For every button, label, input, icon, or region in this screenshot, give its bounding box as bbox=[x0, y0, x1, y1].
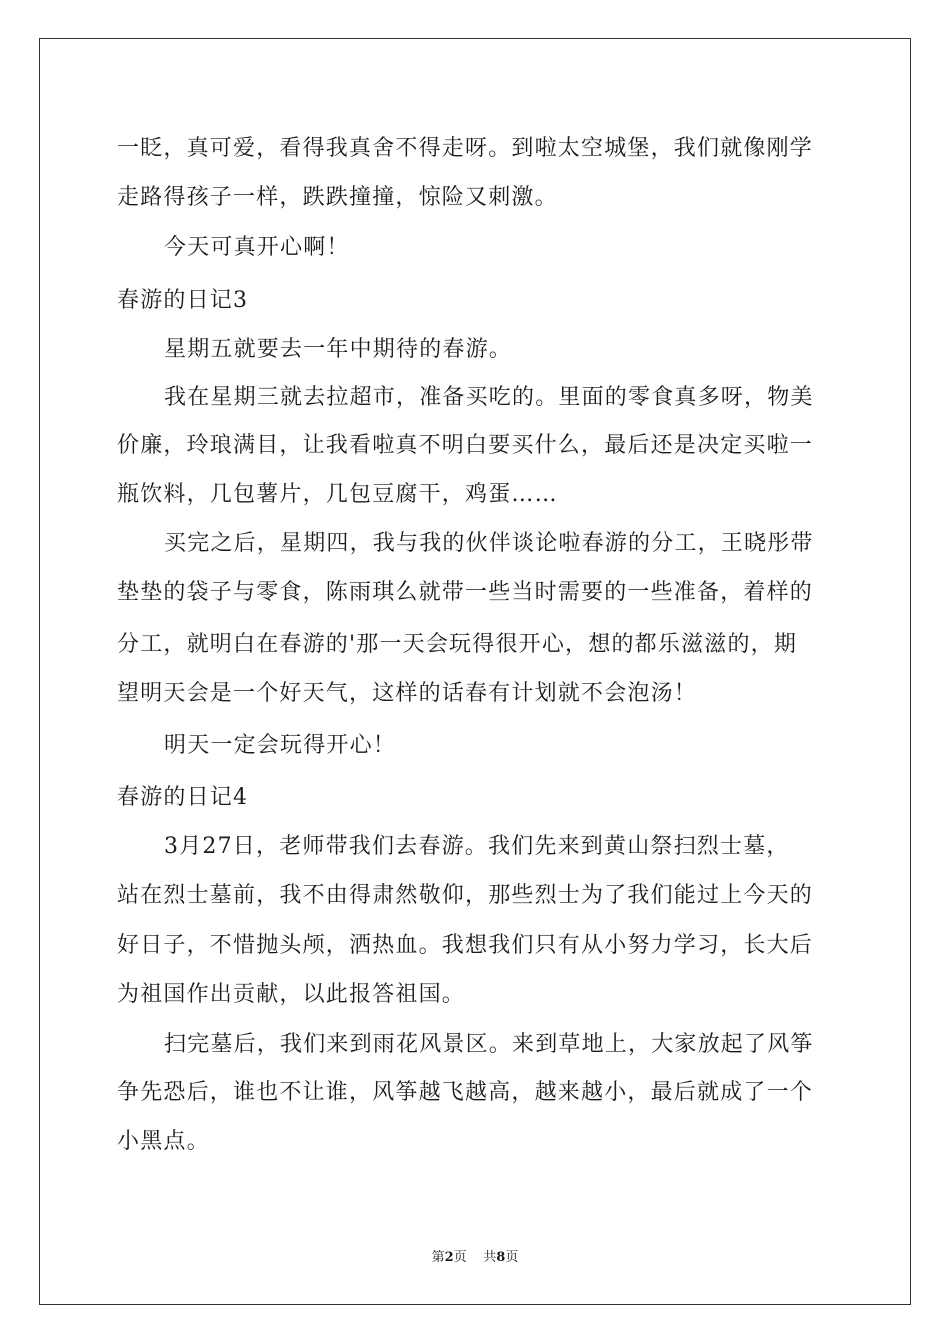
text-line: 垫垫的袋子与零食，陈雨琪么就带一些当时需要的一些准备，着样的 bbox=[117, 580, 814, 605]
footer-total-prefix: 共 bbox=[483, 1250, 497, 1265]
footer-page-suffix: 页 bbox=[453, 1250, 467, 1265]
text-line: 小黑点。 bbox=[117, 1129, 210, 1154]
footer-prefix: 第 bbox=[431, 1250, 445, 1265]
text-line: 望明天会是一个好天气，这样的话春有计划就不会泡汤！ bbox=[117, 681, 698, 706]
text-line: 扫完墓后，我们来到雨花风景区。来到草地上，大家放起了风筝 bbox=[164, 1032, 814, 1057]
text-line: 分工，就明白在春游的'那一天会玩得很开心，想的都乐滋滋的，期 bbox=[117, 632, 798, 657]
total-page-count: 8 bbox=[496, 1250, 506, 1265]
text-line: 一眨，真可爱，看得我真舍不得走呀。到啦太空城堡，我们就像刚学 bbox=[117, 136, 814, 161]
page-footer bbox=[0, 1246, 950, 1265]
text-line: 价廉，玲琅满目，让我看啦真不明白要买什么，最后还是决定买啦一 bbox=[117, 433, 814, 458]
current-page-number: 2 bbox=[444, 1250, 454, 1265]
text-line: 争先恐后，谁也不让谁，风筝越飞越高，越来越小，最后就成了一个 bbox=[117, 1080, 814, 1105]
section-heading: 春游的日记4 bbox=[117, 785, 249, 810]
text-line: 明天一定会玩得开心！ bbox=[164, 733, 397, 758]
text-line: 买完之后，星期四，我与我的伙伴谈论啦春游的分工，王晓彤带 bbox=[164, 531, 814, 556]
text-line: 瓶饮料，几包薯片，几包豆腐干，鸡蛋…… bbox=[117, 482, 558, 507]
text-line: 我在星期三就去拉超市，准备买吃的。里面的零食真多呀，物美 bbox=[164, 385, 814, 410]
text-line: 为祖国作出贡献，以此报答祖国。 bbox=[117, 982, 466, 1007]
text-line: 站在烈士墓前，我不由得肃然敬仰，那些烈士为了我们能过上今天的 bbox=[117, 883, 814, 908]
text-line: 星期五就要去一年中期待的春游。 bbox=[164, 337, 513, 362]
text-line: 3月27日，老师带我们去春游。我们先来到黄山祭扫烈士墓， bbox=[164, 834, 790, 859]
text-line: 好日子，不惜抛头颅，洒热血。我想我们只有从小努力学习，长大后 bbox=[117, 933, 814, 958]
section-heading: 春游的日记3 bbox=[117, 288, 249, 313]
footer-total-suffix: 页 bbox=[505, 1250, 519, 1265]
text-line: 走路得孩子一样，跌跌撞撞，惊险又刺激。 bbox=[117, 185, 558, 210]
text-line: 今天可真开心啊！ bbox=[164, 235, 350, 260]
